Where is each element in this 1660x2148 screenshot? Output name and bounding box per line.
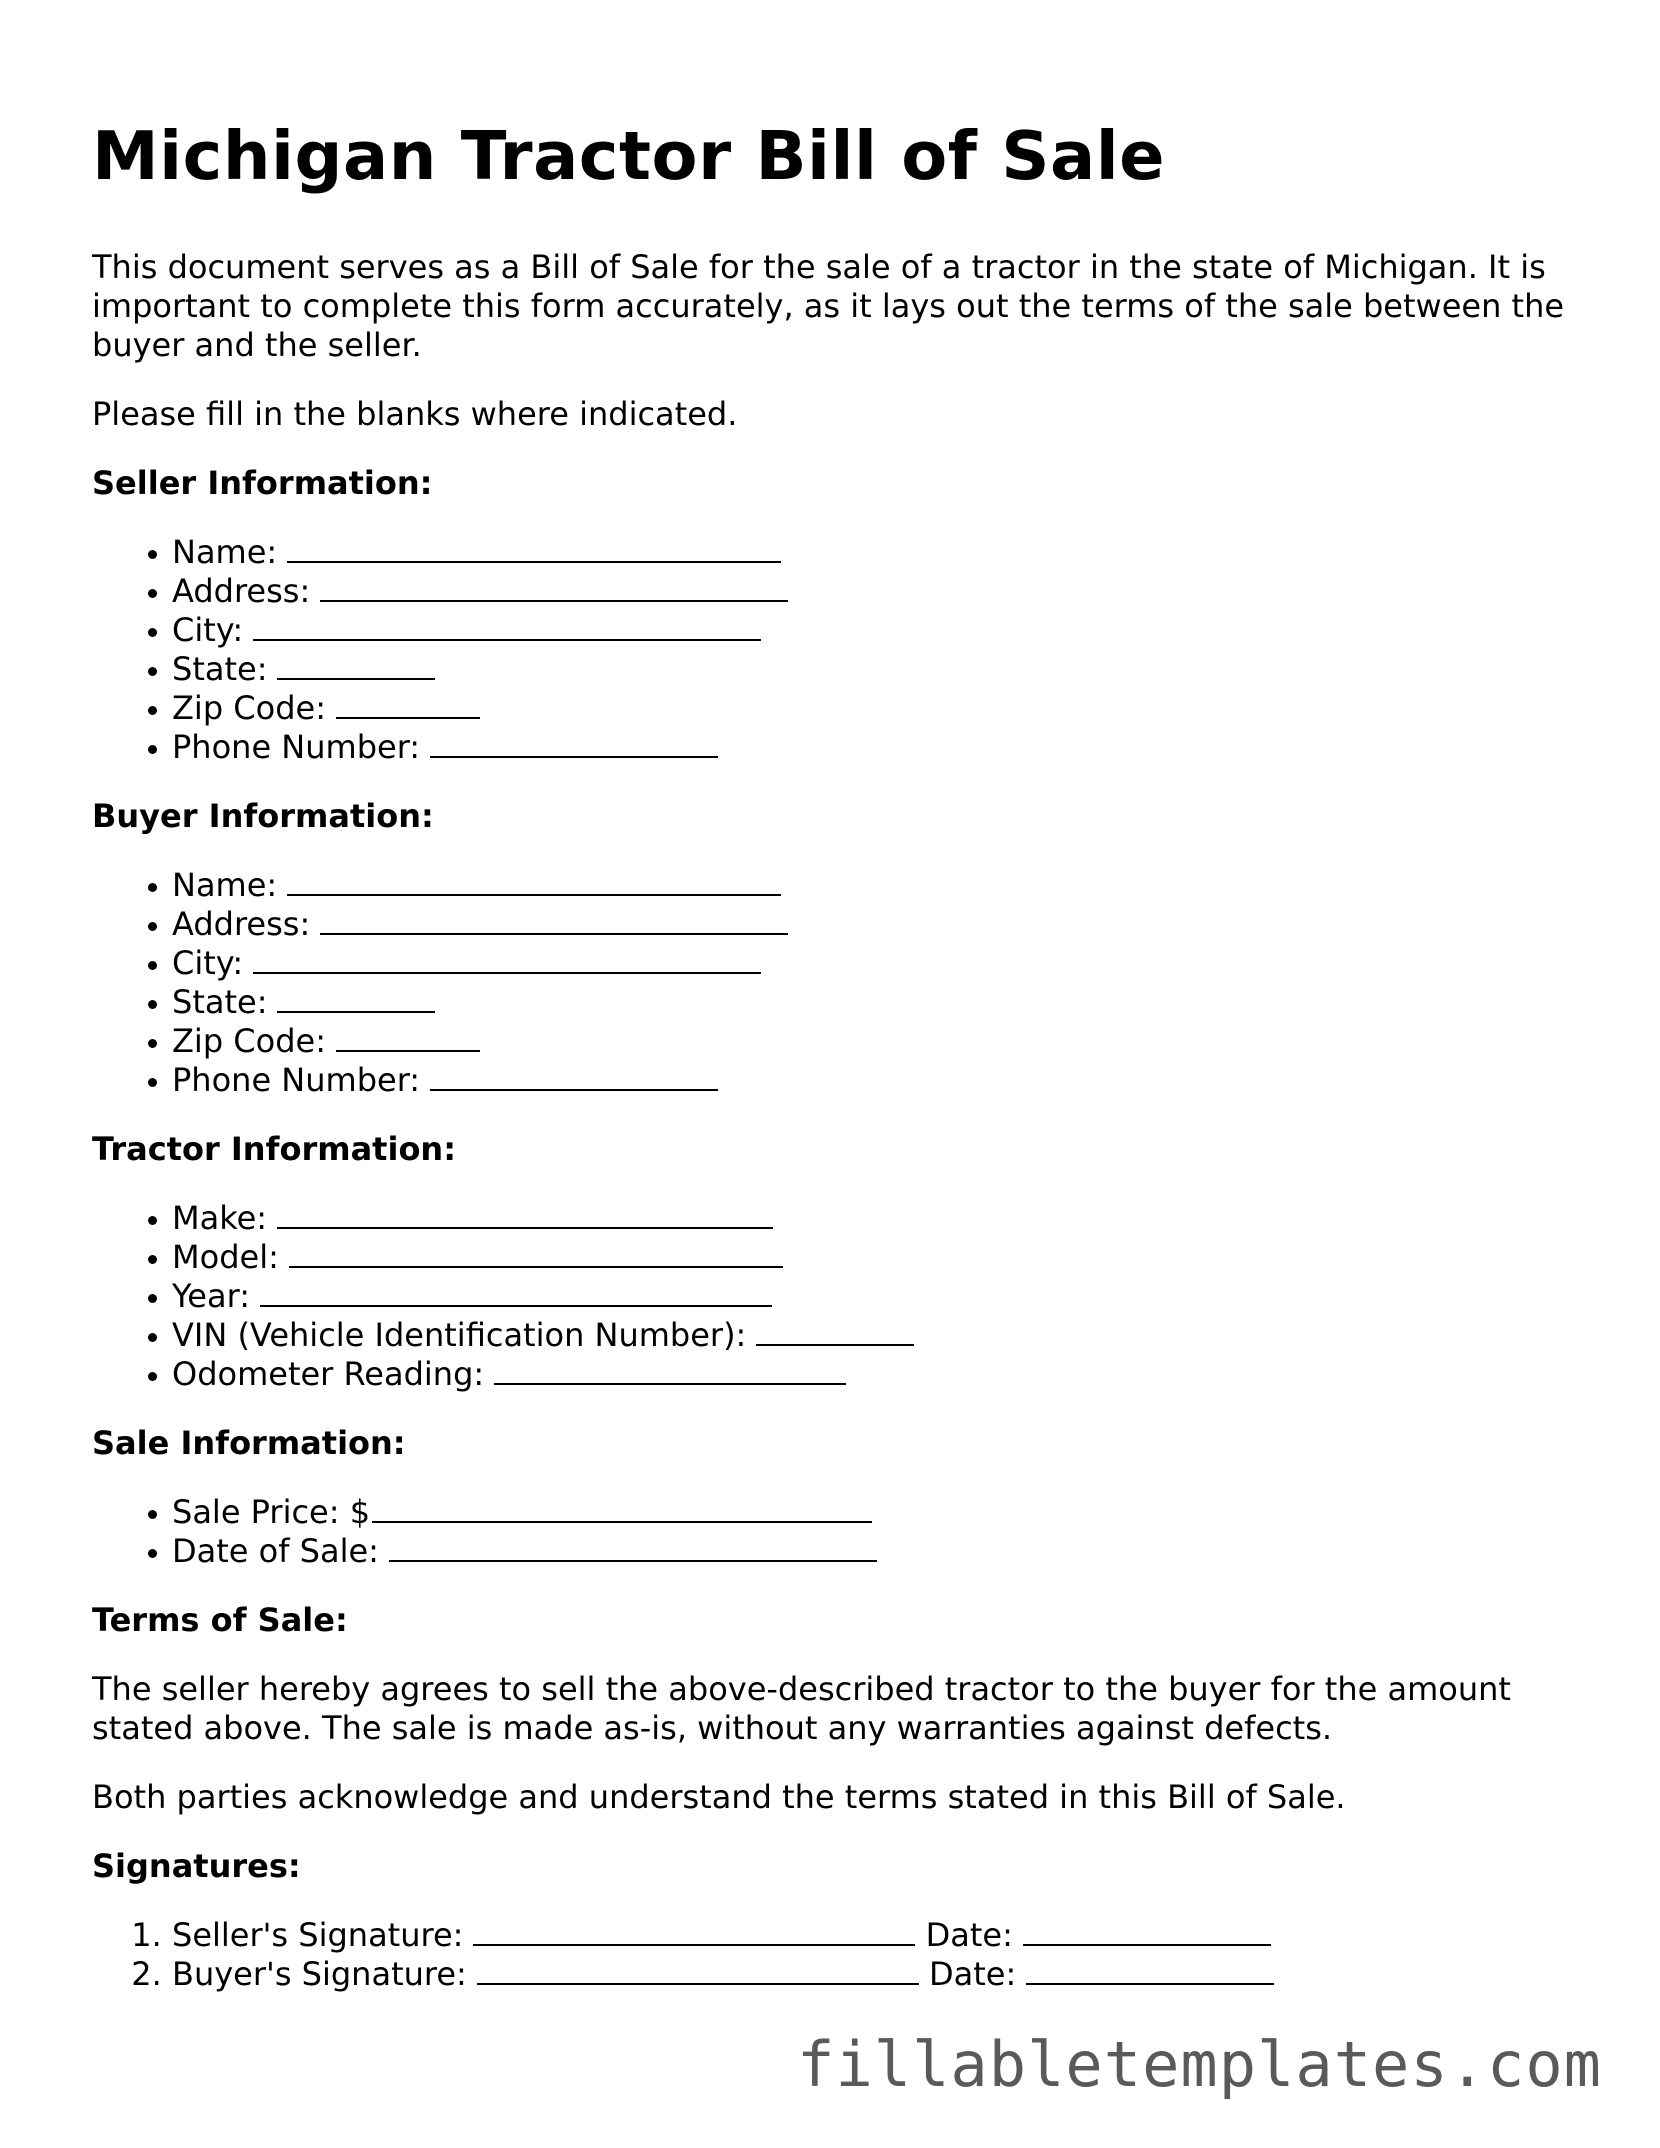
- buyer-phone-item: [172, 1061, 1582, 1100]
- tractor-model-label: Model:: [172, 1238, 279, 1276]
- buyer-zip-label: Zip Code:: [172, 1022, 326, 1060]
- seller-phone-item: [172, 728, 1582, 767]
- tractor-model-field[interactable]: [289, 1238, 783, 1268]
- instructions-paragraph: Please fill in the blanks where indicated.: [92, 395, 738, 433]
- tractor-vin-label: VIN (Vehicle Identification Number):: [172, 1316, 747, 1354]
- seller-city-item: [172, 611, 1582, 650]
- seller-signature-item: [172, 1916, 1582, 1955]
- buyer-section-heading: Buyer Information:: [92, 797, 434, 835]
- seller-fields-list: [92, 533, 1582, 767]
- seller-address-item: [172, 572, 1582, 611]
- tractor-fields-list: [92, 1199, 1582, 1394]
- tractor-odometer-item: [172, 1355, 1582, 1394]
- tractor-make-field[interactable]: [277, 1199, 773, 1229]
- buyer-city-field[interactable]: [253, 944, 761, 974]
- watermark-text: fillabletemplates.com: [797, 2028, 1602, 2101]
- buyer-zip-field[interactable]: [336, 1022, 480, 1052]
- sale-date-label: Date of Sale:: [172, 1532, 379, 1570]
- tractor-vin-field[interactable]: [756, 1316, 914, 1346]
- buyer-state-label: State:: [172, 983, 268, 1021]
- buyer-signature-date-label: Date:: [928, 1955, 1017, 1993]
- terms-paragraph-1: The seller hereby agrees to sell the above-described tractor to the buyer for the amount stated above. The sale is made as-is, without any warranties against defects.: [92, 1670, 1511, 1747]
- sale-fields-list: [92, 1493, 1582, 1571]
- tractor-make-label: Make:: [172, 1199, 268, 1237]
- terms-section-heading: Terms of Sale:: [92, 1601, 348, 1639]
- seller-zip-field[interactable]: [336, 689, 480, 719]
- tractor-year-field[interactable]: [260, 1277, 772, 1307]
- tractor-section-heading: Tractor Information:: [92, 1130, 456, 1168]
- seller-state-item: [172, 650, 1582, 689]
- tractor-vin-item: [172, 1316, 1582, 1355]
- buyer-phone-label: Phone Number:: [172, 1061, 421, 1099]
- seller-signature-field[interactable]: [473, 1916, 915, 1946]
- buyer-state-item: [172, 983, 1582, 1022]
- buyer-signature-field[interactable]: [477, 1955, 919, 1985]
- seller-phone-label: Phone Number:: [172, 728, 421, 766]
- sale-price-label: Sale Price: $: [172, 1493, 371, 1531]
- tractor-odometer-field[interactable]: [494, 1355, 846, 1385]
- buyer-zip-item: [172, 1022, 1582, 1061]
- buyer-city-label: City:: [172, 944, 244, 982]
- seller-state-label: State:: [172, 650, 268, 688]
- seller-address-label: Address:: [172, 572, 311, 610]
- tractor-odometer-label: Odometer Reading:: [172, 1355, 485, 1393]
- buyer-fields-list: [92, 866, 1582, 1100]
- buyer-name-label: Name:: [172, 866, 278, 904]
- seller-zip-item: [172, 689, 1582, 728]
- seller-signature-date-field[interactable]: [1023, 1916, 1271, 1946]
- seller-name-label: Name:: [172, 533, 278, 571]
- terms-paragraph-2: Both parties acknowledge and understand the terms stated in this Bill of Sale.: [92, 1778, 1346, 1816]
- document-title: Michigan Tractor Bill of Sale: [92, 117, 1166, 195]
- seller-city-field[interactable]: [253, 611, 761, 641]
- buyer-address-label: Address:: [172, 905, 311, 943]
- seller-name-field[interactable]: [287, 533, 781, 563]
- buyer-signature-label: Buyer's Signature:: [172, 1955, 467, 1993]
- seller-city-label: City:: [172, 611, 244, 649]
- seller-name-item: [172, 533, 1582, 572]
- seller-state-field[interactable]: [277, 650, 435, 680]
- seller-signature-date-label: Date:: [925, 1916, 1013, 1954]
- sale-date-item: [172, 1532, 1582, 1571]
- seller-signature-label: Seller's Signature:: [172, 1916, 464, 1954]
- sale-date-field[interactable]: [389, 1532, 877, 1562]
- buyer-signature-date-field[interactable]: [1026, 1955, 1274, 1985]
- buyer-name-field[interactable]: [287, 866, 781, 896]
- seller-phone-field[interactable]: [430, 728, 718, 758]
- document-page: [92, 112, 1582, 2024]
- buyer-signature-item: [172, 1955, 1582, 1994]
- sale-section-heading: Sale Information:: [92, 1424, 406, 1462]
- intro-paragraph: This document serves as a Bill of Sale for the sale of a tractor in the state of Michigan. It is important to complete this form accurately, as it lays out the terms of the sale between the buyer and the seller.: [92, 248, 1565, 364]
- buyer-phone-field[interactable]: [430, 1061, 718, 1091]
- buyer-address-item: [172, 905, 1582, 944]
- tractor-year-label: Year:: [172, 1277, 250, 1315]
- buyer-city-item: [172, 944, 1582, 983]
- sale-price-item: [172, 1493, 1582, 1532]
- tractor-year-item: [172, 1277, 1582, 1316]
- tractor-make-item: [172, 1199, 1582, 1238]
- seller-address-field[interactable]: [320, 572, 788, 602]
- sale-price-field[interactable]: [372, 1493, 872, 1523]
- buyer-address-field[interactable]: [320, 905, 788, 935]
- signatures-list: [92, 1916, 1582, 1994]
- signatures-section-heading: Signatures:: [92, 1847, 301, 1885]
- buyer-state-field[interactable]: [277, 983, 435, 1013]
- tractor-model-item: [172, 1238, 1582, 1277]
- seller-zip-label: Zip Code:: [172, 689, 326, 727]
- seller-section-heading: Seller Information:: [92, 464, 433, 502]
- buyer-name-item: [172, 866, 1582, 905]
